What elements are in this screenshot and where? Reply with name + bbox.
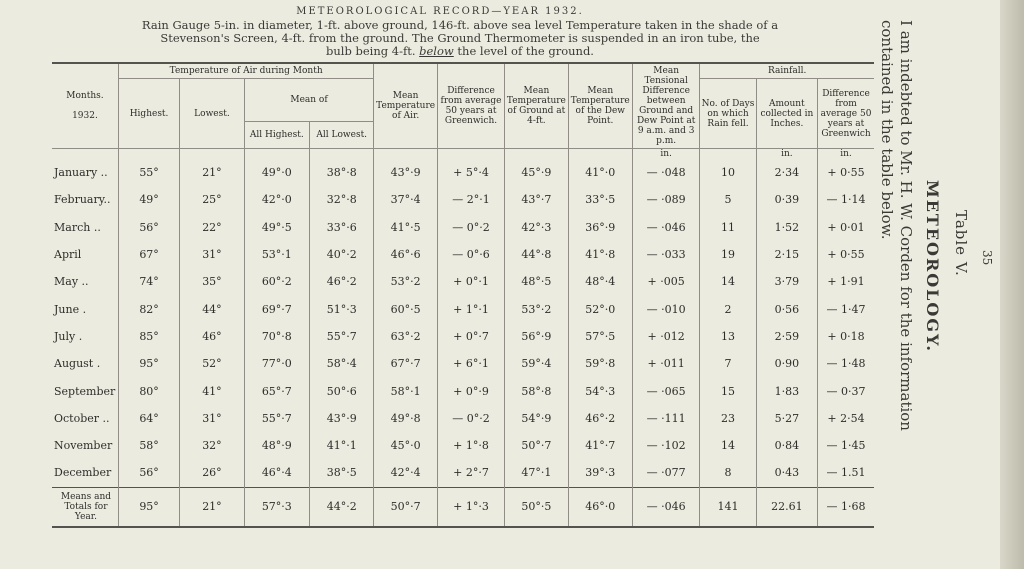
cell-rain-amount: 2·34 [756,159,817,186]
cell-difference: — 0°·2 [437,405,504,432]
cell-rain-difference: — 1·14 [818,186,874,213]
all-lowest-header: All Lowest. [310,121,374,149]
cell-all-lowest: 51°·3 [310,295,374,322]
totals-lowest: 21° [180,487,244,527]
cell-rain-difference: + 0·55 [818,241,874,268]
cell-rain-difference: — 1·45 [818,432,874,459]
cell-rain-amount: 0·90 [756,350,817,377]
totals-amount: 22.61 [756,487,817,527]
cell-lowest: 25° [180,186,244,213]
cell-tensional: + ·012 [632,323,699,350]
totals-days: 141 [700,487,756,527]
cell-rain-difference: + 0·18 [818,323,874,350]
amount-header: Amount collected in Inches. [756,79,817,149]
record-title: METEOROLOGICAL RECORD—YEAR 1932. [296,6,584,17]
cell-lowest: 46° [180,323,244,350]
cell-all-lowest: 40°·2 [310,241,374,268]
cell-tensional: — ·102 [632,432,699,459]
cell-rain-days: 11 [700,214,756,241]
cell-month: February.. [54,193,111,207]
cell-all-highest: 77°·0 [244,350,309,377]
cell-mean-air: 45°·0 [374,432,437,459]
difference-header: Difference from average 50 years at Greenwich. [437,63,504,149]
cell-highest: 85° [118,323,179,350]
totals-difference: + 1°·3 [437,487,504,527]
cell-all-lowest: 55°·7 [310,323,374,350]
cell-all-lowest: 58°·4 [310,350,374,377]
cell-mean-air: 42°·4 [374,459,437,487]
cell-rain-days: 7 [700,350,756,377]
book-spine [1000,0,1024,569]
cell-rain-difference: — 1.51 [818,459,874,487]
rain-diff-header: Difference from average 50 years at Greenwich [818,79,874,149]
cell-tensional: + ·011 [632,350,699,377]
cell-difference: + 1°·1 [437,295,504,322]
mean-tensional-header: Mean Tensional Difference between Ground and Dew Point at 9 a.m. and 3 p.m. [632,63,699,149]
side-text-line-2: contained in the table below. [878,20,896,240]
cell-difference: + 0°·1 [437,268,504,295]
cell-month: May .. [54,275,89,289]
cell-month: December [54,466,112,480]
totals-mean-air: 50°·7 [374,487,437,527]
totals-all-highest: 57°·3 [244,487,309,527]
cell-lowest: 22° [180,214,244,241]
cell-rain-amount: 0·43 [756,459,817,487]
totals-highest: 95° [118,487,179,527]
cell-tensional: — ·010 [632,295,699,322]
cell-rain-difference: + 0·01 [818,214,874,241]
mean-dew-header: Mean Temperature of the Dew Point. [568,63,632,149]
cell-rain-days: 5 [700,186,756,213]
cell-all-highest: 60°·2 [244,268,309,295]
cell-all-lowest: 46°·2 [310,268,374,295]
cell-mean-air: 63°·2 [374,323,437,350]
cell-tensional: — ·089 [632,186,699,213]
cell-rain-amount: 0·84 [756,432,817,459]
cell-ground: 56°·9 [505,323,568,350]
cell-dew-point: 54°·3 [568,377,632,404]
cell-difference: + 1°·8 [437,432,504,459]
units-row [52,149,874,160]
temp-air-month-header: Temperature of Air during Month [118,63,374,79]
cell-mean-air: 53°·2 [374,268,437,295]
cell-rain-amount: 0·39 [756,186,817,213]
totals-label: Means and Totals for Year. [52,487,118,527]
cell-all-highest: 49°·0 [244,159,309,186]
cell-lowest: 32° [180,432,244,459]
header-line-3-emphasis: below [419,44,454,58]
totals-all-lowest: 44°·2 [310,487,374,527]
cell-ground: 42°·3 [505,214,568,241]
cell-ground: 44°·8 [505,241,568,268]
cell-difference: + 2°·7 [437,459,504,487]
days-rain-header: No. of Days on which Rain fell. [700,79,756,149]
cell-dew-point: 48°·4 [568,268,632,295]
cell-highest: 58° [118,432,179,459]
cell-ground: 50°·7 [505,432,568,459]
cell-rain-difference: — 1·48 [818,350,874,377]
cell-ground: 43°·7 [505,186,568,213]
totals-ground: 50°·5 [505,487,568,527]
cell-highest: 56° [118,459,179,487]
cell-mean-air: 41°·5 [374,214,437,241]
cell-difference: + 5°·4 [437,159,504,186]
cell-all-highest: 69°·7 [244,295,309,322]
table-row [52,159,874,186]
cell-ground: 59°·4 [505,350,568,377]
cell-rain-amount: 0·56 [756,295,817,322]
cell-mean-air: 43°·9 [374,159,437,186]
cell-highest: 56° [118,214,179,241]
cell-difference: + 0°·7 [437,323,504,350]
cell-dew-point: 41°·0 [568,159,632,186]
header-line-1: Rain Gauge 5-in. in diameter, 1-ft. above ground, 146-ft. above sea level Temperature taken in the shade of a [141,18,779,32]
cell-highest: 74° [118,268,179,295]
table-row [52,350,874,377]
header-line-2: Stevenson's Screen, 4-ft. from the ground. The Ground Thermometer is suspended in an iron tube, the [160,31,760,45]
cell-rain-difference: + 2·54 [818,405,874,432]
cell-rain-days: 14 [700,268,756,295]
cell-rain-amount: 2·59 [756,323,817,350]
cell-all-lowest: 32°·8 [310,186,374,213]
cell-dew-point: 57°·5 [568,323,632,350]
cell-rain-amount: 2·15 [756,241,817,268]
cell-dew-point: 41°·8 [568,241,632,268]
cell-all-highest: 49°·5 [244,214,309,241]
cell-all-lowest: 50°·6 [310,377,374,404]
cell-highest: 80° [118,377,179,404]
cell-dew-point: 39°·3 [568,459,632,487]
cell-lowest: 52° [180,350,244,377]
table-row [52,459,874,487]
cell-all-lowest: 43°·9 [310,405,374,432]
cell-ground: 58°·8 [505,377,568,404]
cell-tensional: — ·046 [632,214,699,241]
cell-tensional: — ·048 [632,159,699,186]
meteorological-table [52,62,874,528]
totals-tensional: — ·046 [632,487,699,527]
cell-dew-point: 41°·7 [568,432,632,459]
cell-mean-air: 49°·8 [374,405,437,432]
cell-highest: 55° [118,159,179,186]
cell-dew-point: 33°·5 [568,186,632,213]
cell-lowest: 41° [180,377,244,404]
cell-ground: 48°·5 [505,268,568,295]
cell-tensional: — ·065 [632,377,699,404]
cell-mean-air: 46°·6 [374,241,437,268]
cell-lowest: 31° [180,405,244,432]
cell-highest: 95° [118,350,179,377]
totals-row [52,487,874,527]
cell-rain-days: 14 [700,432,756,459]
cell-rain-days: 19 [700,241,756,268]
cell-month: November [54,439,113,453]
months-label: Months. [66,91,104,101]
all-highest-header: All Highest. [244,121,309,149]
table-row [52,377,874,404]
cell-difference: + 6°·1 [437,350,504,377]
cell-lowest: 31° [180,241,244,268]
cell-ground: 45°·9 [505,159,568,186]
side-title: METEOROLOGY. [923,180,942,353]
mean-ground-header: Mean Temperature of Ground at 4-ft. [505,63,568,149]
table-row [52,186,874,213]
cell-ground: 53°·2 [505,295,568,322]
cell-rain-amount: 3·79 [756,268,817,295]
cell-lowest: 26° [180,459,244,487]
cell-tensional: + ·005 [632,268,699,295]
table-body [52,159,874,487]
cell-highest: 67° [118,241,179,268]
table-row [52,323,874,350]
side-text-line-1: I am indebted to Mr. H. W. Corden for the information [897,20,915,431]
cell-month: January .. [54,166,108,180]
cell-ground: 54°·9 [505,405,568,432]
cell-dew-point: 36°·9 [568,214,632,241]
page-number: 35 [980,250,994,266]
cell-rain-amount: 1·52 [756,214,817,241]
cell-rain-amount: 1·83 [756,377,817,404]
cell-month: September [54,384,116,398]
mean-of-header: Mean of [244,79,374,122]
cell-all-lowest: 41°·1 [310,432,374,459]
cell-all-highest: 55°·7 [244,405,309,432]
cell-highest: 82° [118,295,179,322]
cell-difference: — 0°·2 [437,214,504,241]
unit-rain-diff: in. [818,149,874,160]
cell-ground: 47°·1 [505,459,568,487]
cell-all-highest: 48°·9 [244,432,309,459]
cell-rain-difference: + 1·91 [818,268,874,295]
cell-mean-air: 60°·5 [374,295,437,322]
cell-all-highest: 70°·8 [244,323,309,350]
cell-rain-difference: — 0·37 [818,377,874,404]
cell-rain-difference: + 0·55 [818,159,874,186]
cell-rain-amount: 5·27 [756,405,817,432]
cell-all-lowest: 33°·6 [310,214,374,241]
table-row [52,405,874,432]
cell-all-highest: 42°·0 [244,186,309,213]
cell-month: July . [54,329,83,343]
cell-lowest: 44° [180,295,244,322]
cell-all-lowest: 38°·5 [310,459,374,487]
cell-dew-point: 59°·8 [568,350,632,377]
cell-all-lowest: 38°·8 [310,159,374,186]
table-row [52,432,874,459]
header-line-3 [60,45,860,58]
unit-tensional: in. [632,149,699,160]
cell-difference: — 2°·1 [437,186,504,213]
cell-tensional: — ·033 [632,241,699,268]
cell-month: April [54,248,82,262]
table-row [52,214,874,241]
table-row [52,295,874,322]
cell-all-highest: 65°·7 [244,377,309,404]
cell-tensional: — ·111 [632,405,699,432]
rainfall-header: Rainfall. [700,63,874,79]
cell-rain-days: 23 [700,405,756,432]
totals-rain-diff: — 1·68 [818,487,874,527]
cell-all-highest: 46°·4 [244,459,309,487]
cell-lowest: 35° [180,268,244,295]
cell-dew-point: 52°·0 [568,295,632,322]
cell-rain-days: 8 [700,459,756,487]
totals-dew: 46°·0 [568,487,632,527]
cell-rain-days: 13 [700,323,756,350]
highest-header: Highest. [118,79,179,149]
cell-month: August . [54,357,101,371]
cell-difference: — 0°·6 [437,241,504,268]
cell-tensional: — ·077 [632,459,699,487]
unit-amount: in. [756,149,817,160]
months-header [52,63,118,149]
cell-lowest: 21° [180,159,244,186]
cell-rain-days: 2 [700,295,756,322]
year-label: 1932. [72,111,98,121]
cell-rain-days: 10 [700,159,756,186]
cell-mean-air: 58°·1 [374,377,437,404]
cell-rain-difference: — 1·47 [818,295,874,322]
header-line-3-start: bulb being 4-ft. [326,44,420,58]
cell-month: October .. [54,411,110,425]
cell-difference: + 0°·9 [437,377,504,404]
cell-month: March .. [54,220,101,234]
table-label: Table V. [952,210,970,277]
cell-highest: 49° [118,186,179,213]
cell-mean-air: 37°·4 [374,186,437,213]
header-line-3-end: the level of the ground. [453,44,594,58]
cell-month: June . [54,302,87,316]
cell-dew-point: 46°·2 [568,405,632,432]
table-row [52,241,874,268]
table-row [52,268,874,295]
mean-temp-air-header: Mean Temperature of Air. [374,63,437,149]
cell-all-highest: 53°·1 [244,241,309,268]
lowest-header: Lowest. [180,79,244,149]
cell-mean-air: 67°·7 [374,350,437,377]
cell-rain-days: 15 [700,377,756,404]
cell-highest: 64° [118,405,179,432]
